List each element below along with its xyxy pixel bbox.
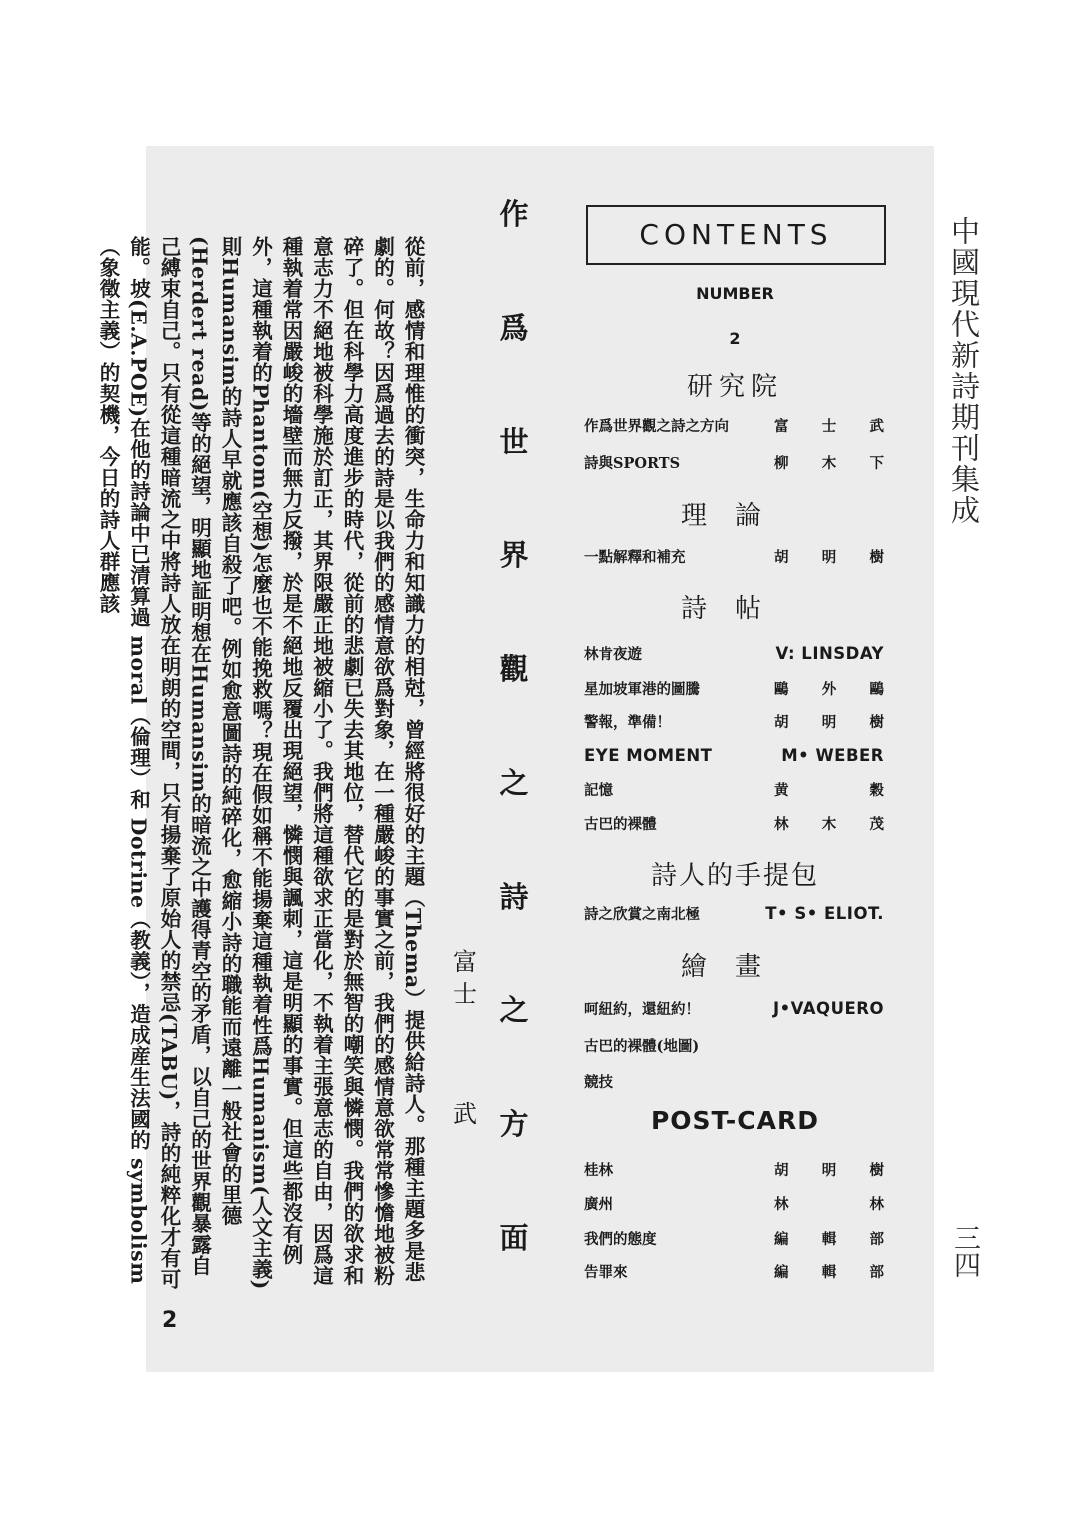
contents-heading-box	[586, 205, 886, 265]
entry-title: 星加坡軍港的圖騰	[584, 680, 700, 698]
entry-author: 鷗 外 鷗	[774, 680, 884, 698]
toc-entry[interactable]	[584, 710, 884, 732]
entry-author: 富 士 武	[774, 417, 884, 435]
title-char: 世	[499, 424, 529, 459]
article-author	[450, 946, 480, 1130]
entry-title: 廣州	[584, 1195, 613, 1213]
toc-entry[interactable]	[584, 1260, 884, 1282]
section-heading: POST-CARD	[650, 1106, 820, 1135]
toc-entry[interactable]	[584, 677, 884, 699]
toc-entry[interactable]	[584, 744, 884, 766]
entry-author: M• WEBER	[781, 745, 884, 765]
folio-page-number: 三四	[949, 1224, 980, 1278]
toc-entry[interactable]	[584, 1158, 884, 1180]
title-char: 詩	[499, 879, 529, 914]
issue-number-value: 2	[729, 329, 741, 348]
entry-author: 黄 穀	[774, 781, 884, 799]
entry-title: 林肯夜遊	[584, 645, 642, 663]
article-body-text: 從前，感情和理惟的衝突，生命力和知識力的相尅，曾經將很好的主題（Thema）提供給詩人。那種主題多是悲劇的。何故？因爲過去的詩是以我們的感情意欲爲對象，在一種嚴峻的事實之前，我們的感情意欲常常慘憺地被粉碎了。但在科學力高度進步的時代，從前的悲劇已失去其地位，替代它的是對於無智的嘲笑與憐憫。我們的欲求和意志力不絕地被科學施於訂正，其界限嚴正地被縮小了。我們將這種欲求正當化，不執着主張意志的自由，因爲這種執着常因嚴峻的墻壁而無力反撥，於是不絕地反覆出現絕望，憐憫與諷刺，這是明顯的事實。但這些都沒有例外，這種執着的Phantom(空想)怎麼也不能挽救嗎？現在假如稱不能揚棄這種執着性爲Humanism(人文主義)則Humansim的詩人早就應該自殺了吧。例如愈意圖詩的純碎化，愈縮小詩的職能而遠離一般社會的里德(Herdert read)等的絕望，明顯地証明想在Humansim的暗流之中護得青空的矛盾，以自己的世界觀暴露自己縛束自己。只有從這種暗流之中將詩人放在明朗的空間，只有揚棄了原始人的禁忌(TABU)，詩的純粹化才有可能。坡(E.A.POE)在他的詩論中已清算過 moral（倫理）和 Dotrine（教義），造成産生法國的 symbolism（象徵主義）的契機，今日的詩人群應該	[96, 236, 425, 1290]
toc-entry[interactable]	[584, 545, 884, 567]
entry-title: 告罪來	[584, 1263, 628, 1281]
title-char: 之	[499, 765, 529, 800]
section-heading: 研究院	[686, 372, 783, 402]
title-char: 之	[499, 993, 529, 1028]
entry-title: 警報，準備！	[584, 713, 671, 731]
toc-entry[interactable]	[584, 997, 884, 1019]
section-heading: 繪畫	[680, 952, 789, 982]
entry-title: 競技	[584, 1073, 613, 1091]
section-heading: 詩帖	[680, 594, 789, 624]
entry-author: 編 輯 部	[774, 1230, 884, 1248]
article-body	[96, 236, 428, 1296]
article-title	[494, 196, 534, 1256]
page-number: 2	[162, 1308, 178, 1333]
toc-entry[interactable]	[584, 1192, 884, 1214]
title-char: 方	[499, 1107, 529, 1142]
toc-entry[interactable]	[584, 1070, 884, 1092]
entry-title: 詩之欣賞之南北極	[584, 905, 700, 923]
toc-entry[interactable]	[584, 902, 884, 924]
entry-title: 作爲世界觀之詩之方向	[584, 417, 729, 435]
entry-title: 桂林	[584, 1161, 613, 1179]
toc-entry[interactable]	[584, 451, 884, 473]
series-title: 中國現代新詩期刊集成	[947, 216, 981, 526]
author-char: 士	[453, 980, 477, 1008]
author-char: 富	[453, 948, 477, 976]
entry-author: 林 林	[774, 1195, 884, 1213]
title-char: 界	[499, 538, 529, 573]
contents-heading: CONTENTS	[639, 218, 833, 251]
toc-entry[interactable]	[584, 1227, 884, 1249]
toc-entry[interactable]	[584, 812, 884, 834]
entry-author: 胡 明 樹	[774, 548, 884, 566]
section-heading: 理論	[680, 501, 789, 531]
entry-title: 呵紐約，還紐約！	[584, 1000, 700, 1018]
author-char: 武	[453, 1100, 477, 1128]
entry-author: V: LINSDAY	[775, 643, 884, 663]
entry-author: 林 木 茂	[774, 815, 884, 833]
toc-entry[interactable]	[584, 778, 884, 800]
title-char: 作	[499, 197, 529, 231]
title-char: 觀	[499, 652, 529, 687]
toc-entry[interactable]	[584, 642, 884, 664]
issue-number-label: NUMBER	[696, 284, 774, 303]
entry-title: 古巴的裸體	[584, 815, 657, 833]
section-heading: 詩人的手提包	[650, 861, 819, 891]
toc-entry[interactable]	[584, 1034, 884, 1056]
entry-title: 我們的態度	[584, 1230, 657, 1248]
entry-author: 編 輯 部	[774, 1263, 884, 1281]
entry-title: EYE MOMENT	[584, 745, 713, 765]
toc-entry[interactable]	[584, 414, 884, 436]
entry-author: 柳 木 下	[774, 454, 884, 472]
entry-title: 一點解釋和補充	[584, 548, 686, 566]
entry-title: 古巴的裸體(地圖)	[584, 1037, 700, 1055]
entry-author: T• S• ELIOT.	[765, 903, 884, 923]
entry-title: 詩與SPORTS	[584, 454, 681, 472]
entry-title: 記憶	[584, 781, 613, 799]
entry-author: 胡 明 樹	[774, 713, 884, 731]
entry-author: 胡 明 樹	[774, 1161, 884, 1179]
title-char: 爲	[499, 310, 529, 345]
entry-author: J•VAQUERO	[772, 998, 884, 1018]
title-char: 面	[499, 1220, 529, 1255]
